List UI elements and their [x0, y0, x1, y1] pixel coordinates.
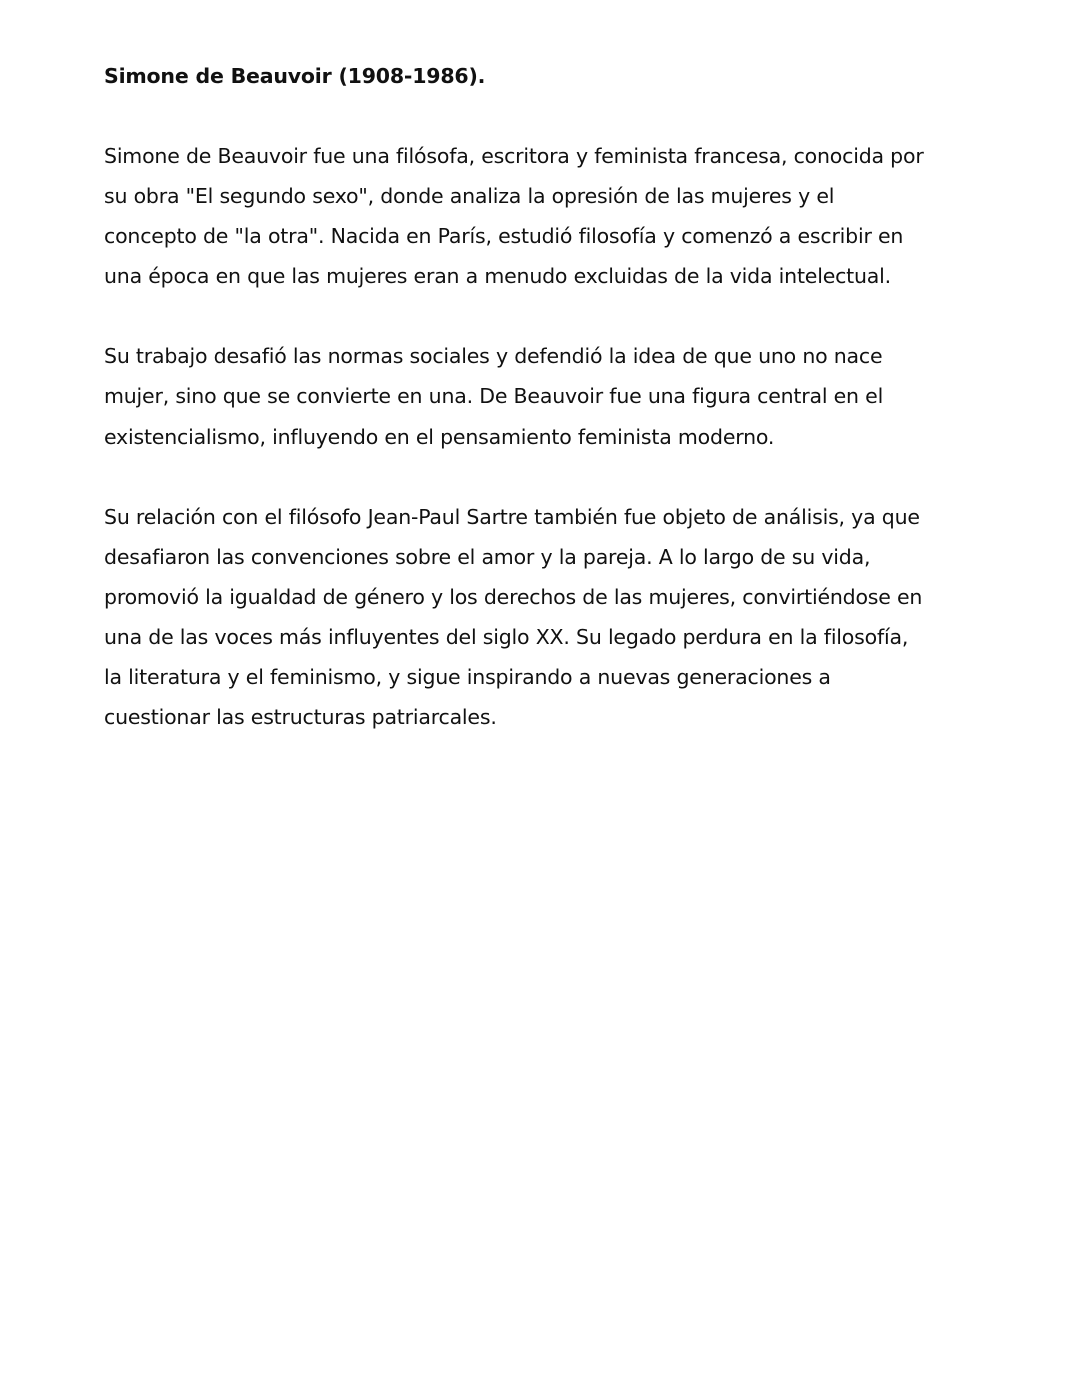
document-body: [104, 56, 924, 737]
paragraph-work: Su trabajo desafió las normas sociales y defendió la idea de que uno no nace mujer, sino que se convierte en una. De Beauvoir fue una figura central en el existencialismo, influyendo en el pensamiento feminista moderno.: [104, 344, 884, 449]
document-title: Simone de Beauvoir (1908-1986).: [104, 64, 486, 88]
paragraph-introduction: Simone de Beauvoir fue una filósofa, escritora y feminista francesa, conocida por su obra "El segundo sexo", donde analiza la opresión de las mujeres y el concepto de "la otra". Nacida en París, estudió filosofía y comenzó a escribir en una época en que las mujeres eran a menudo excluidas de la vida intelectual.: [104, 144, 924, 289]
paragraph-legacy: Su relación con el filósofo Jean-Paul Sartre también fue objeto de análisis, ya que desafiaron las convenciones sobre el amor y la pareja. A lo largo de su vida, promovió la igualdad de género y los derechos de las mujeres, convirtiéndose en una de las voces más influyentes del siglo XX. Su legado perdura en la filosofía, la literatura y el feminismo, y sigue inspirando a nuevas generaciones a cuestionar las estructuras patriarcales.: [104, 504, 923, 730]
